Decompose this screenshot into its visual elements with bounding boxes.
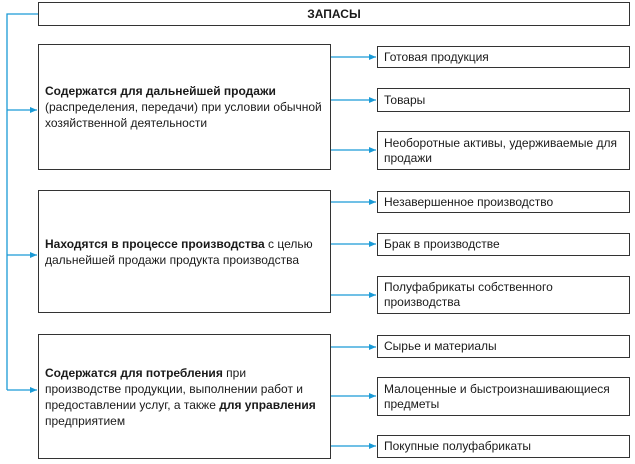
item-non-current-assets <box>377 131 630 170</box>
group-3-regular-text-1: при производстве продукции, выполнении работ и предоставлении услуг, а также <box>45 365 303 412</box>
item-production-defects <box>377 233 630 256</box>
group-box-sale <box>38 44 331 170</box>
item-goods <box>377 88 630 112</box>
item-purchased-semi-finished <box>377 435 630 458</box>
group-1-bold-text: Содержатся для дальнейшей продажи <box>45 84 276 98</box>
group-3-regular-text-2: предприятием <box>45 413 126 428</box>
item-finished-products <box>377 46 630 68</box>
item-raw-materials <box>377 335 630 358</box>
group-3-bold-text-1: Содержатся для потребления <box>45 365 223 380</box>
group-text-sale <box>45 83 324 131</box>
group-2-bold-text: Находятся в процессе производства <box>45 236 265 251</box>
item-label: Полуфабрикаты собственного производства <box>384 280 553 309</box>
item-label: Товары <box>384 92 426 107</box>
group-text-consumption <box>45 365 324 429</box>
item-label: Сырье и материалы <box>384 339 497 353</box>
item-label: Покупные полуфабрикаты <box>384 439 532 453</box>
group-2-regular-text: с целью дальнейшей продажи продукта производства <box>45 236 313 267</box>
item-label: Брак в производстве <box>384 237 500 251</box>
trunk-line <box>7 14 38 390</box>
item-label: Незавершенное производство <box>384 194 554 209</box>
group-box-consumption <box>38 334 331 459</box>
item-label: Необоротные активы, удерживаемые для продажи <box>384 135 617 165</box>
item-own-semi-finished <box>377 276 630 314</box>
item-label: Готовая продукция <box>384 49 489 64</box>
item-label: Малоценные и быстроизнашивающиеся предметы <box>384 381 610 411</box>
item-work-in-progress <box>377 191 630 213</box>
group-1-regular-text: (распределения, передачи) при условии обычной хозяйственной деятельности <box>45 100 322 130</box>
group-3-bold-text-2: для управления <box>219 397 316 412</box>
group-box-production <box>38 190 331 313</box>
title-text: ЗАПАСЫ <box>307 7 361 21</box>
title-box <box>38 2 630 26</box>
group-text-production <box>45 236 324 268</box>
item-low-value-items <box>377 377 630 416</box>
